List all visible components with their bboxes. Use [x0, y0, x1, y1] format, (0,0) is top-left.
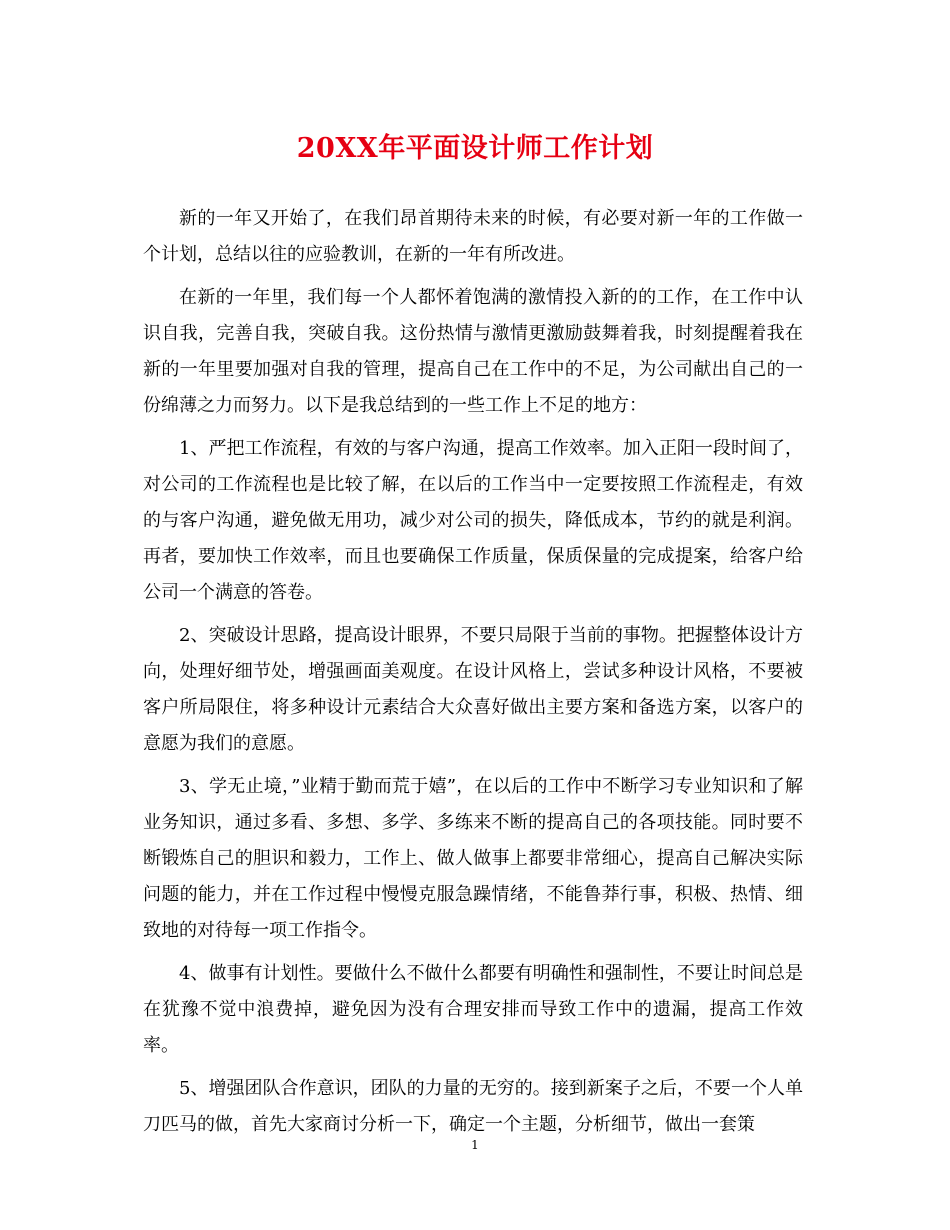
document-body: [143, 201, 803, 1150]
paragraph-intro: 新的一年又开始了，在我们昂首期待未来的时候，有必要对新一年的工作做一个计划，总结以往的应验教训，在新的一年有所改进。: [143, 208, 803, 265]
paragraph-item-1: 1、严把工作流程，有效的与客户沟通，提高工作效率。加入正阳一段时间了，对公司的工作流程也是比较了解，在以后的工作当中一定要按照工作流程走，有效的与客户沟通，避免做无用功，减少对公司的损失，降低成本，节约的就是利润。再者，要加快工作效率，而且也要确保工作质量，保质保量的完成提案，给客户给公司一个满意的答卷。: [143, 438, 803, 603]
paragraph-new-year: 在新的一年里，我们每一个人都怀着饱满的激情投入新的的工作，在工作中认识自我，完善自我，突破自我。这份热情与激情更激励鼓舞着我，时刻提醒着我在新的一年里要加强对自我的管理，提高自己在工作中的不足，为公司献出自己的一份绵薄之力而努力。以下是我总结到的一些工作上不足的地方：: [143, 287, 803, 416]
paragraph-item-5: 5、增强团队合作意识，团队的力量的无穷的。接到新案子之后，不要一个人单刀匹马的做，首先大家商讨分析一下，确定一个主题，分析细节，做出一套策: [143, 1078, 803, 1135]
paragraph-item-3: 3、学无止境，”业精于勤而荒于嬉”，在以后的工作中不断学习专业知识和了解业务知识，通过多看、多想、多学、多练来不断的提高自己的各项技能。同时要不断锻炼自己的胆识和毅力，工作上、做人做事上都要非常细心，提高自己解决实际问题的能力，并在工作过程中慢慢克服急躁情绪，不能鲁莽行事，积极、热情、细致地的对待每一项工作指令。: [143, 776, 803, 941]
paragraph-item-2: 2、突破设计思路，提高设计眼界，不要只局限于当前的事物。把握整体设计方向，处理好细节处，增强画面美观度。在设计风格上，尝试多种设计风格，不要被客户所局限住，将多种设计元素结合大众喜好做出主要方案和备选方案，以客户的意愿为我们的意愿。: [143, 625, 803, 754]
document-title: 20XX年平面设计师工作计划: [296, 133, 654, 164]
page-number: 1: [471, 1138, 479, 1152]
paragraph-item-4: 4、做事有计划性。要做什么不做什么都要有明确性和强制性，不要让时间总是在犹豫不觉中浪费掉，避免因为没有合理安排而导致工作中的遗漏，提高工作效率。: [143, 963, 803, 1056]
